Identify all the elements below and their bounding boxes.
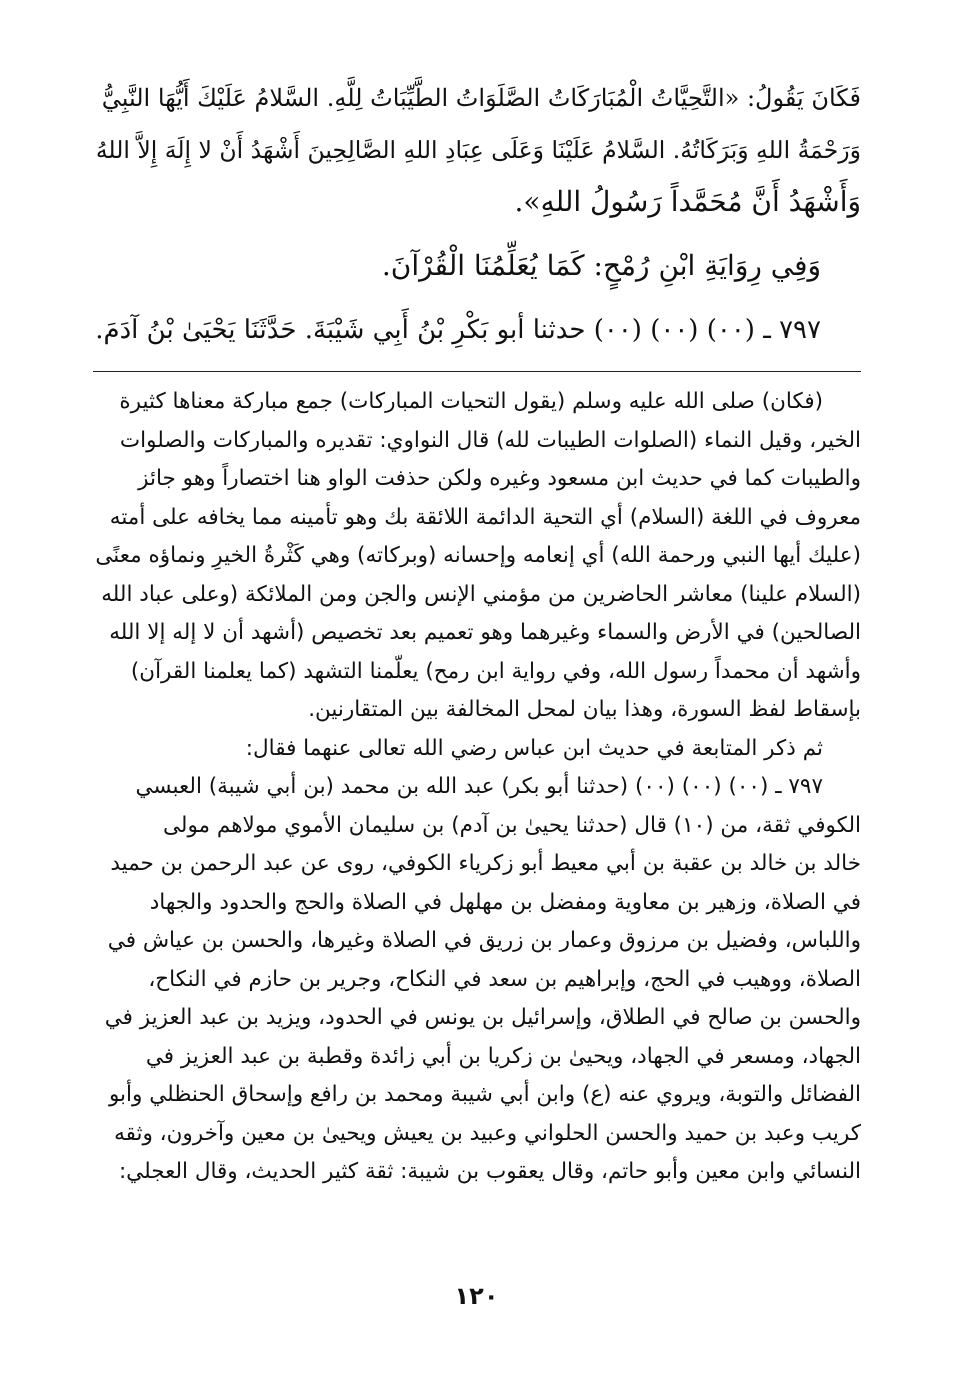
commentary-line: الكوفي ثقة، من (١٠) قال (حدثنا يحيىٰ بن آدم) بن سليمان الأموي مولاهم مولى <box>162 812 861 838</box>
hadith-line: وَرَحْمَةُ اللهِ وَبَرَكَاتُهُ. السَّلامُ عَلَيْنَا وَعَلَى عِبَادِ اللهِ الصَّالِحِينَ أَشْهَدُ أَنْ لا إِلَهَ إِلاَّ اللهُ <box>95 136 861 164</box>
commentary-line: ٧٩٧ ـ (٠٠) (٠٠) (٠٠) (حدثنا أبو بكر) عبد الله بن محمد (بن أبي شيبة) العبسي <box>135 774 823 799</box>
commentary-line: الصلاة، ووهيب في الحج، وإبراهيم بن سعد في النكاح، وجرير بن حازم في النكاح، <box>148 966 861 992</box>
commentary-line: الجهاد، ومسعر في الجهاد، ويحيىٰ بن زكريا بن أبي زائدة وقطبة بن عبد العزيز في <box>145 1043 861 1069</box>
hadith-line: وَفِي رِوَايَةِ ابْنِ رُمْحٍ: كَمَا يُعَلِّمُنَا الْقُرْآنَ. <box>381 249 821 282</box>
hadith-line: ٧٩٧ ـ (٠٠) (٠٠) (٠٠) حدثنا أبو بَكْرِ بْنُ أَبِي شَيْبَةَ. حَدَّثَنَا يَحْيَىٰ بْنُ آدَمَ. <box>95 315 821 345</box>
commentary-line: واللباس، وفضيل بن مرزوق وعمار بن زريق في الصلاة وغيرها، والحسن بن عياش في <box>107 928 861 953</box>
hadith-line: وَأَشْهَدُ أَنَّ مُحَمَّداً رَسُولُ اللهِ». <box>514 185 861 218</box>
commentary-line: والحسن بن صالح في الطلاق، وإسرائيل بن يونس في الحدود، ويزيد بن عبد العزيز في <box>104 1005 861 1030</box>
commentary-line: معروف في اللغة (السلام) أي التحية الدائمة اللائقة بك وهو تأمينه مما يخافه على أمته <box>109 504 861 530</box>
commentary-line: الصالحين) في الأرض والسماء وغيرهما وهو تعميم بعد تخصيص (أشهد أن لا إله إلا الله <box>109 620 861 645</box>
commentary-line: خالد بن خالد بن عقبة بن أبي معيط أبو زكرياء الكوفي، روى عن عبد الرحمن بن حميد <box>110 851 861 876</box>
commentary-line: ثم ذكر المتابعة في حديث ابن عباس رضي الله تعالى عنهما فقال: <box>245 735 823 761</box>
commentary-line: الخير، وقيل النماء (الصلوات الطيبات لله) قال النواوي: تقديره والمباركات والصلوات <box>119 427 861 453</box>
hadith-line: فَكَانَ يَقُولُ: «التَّحِيَّاتُ الْمُبَارَكَاتُ الصَّلَوَاتُ الطَّيِّبَاتُ لِلَّهِ. السَّلامُ عَلَيْكَ أَيُّهَا النَّبِيُّ <box>101 84 861 112</box>
commentary-line: بإسقاط لفظ السورة، وهذا بيان لمحل المخالفة بين المتقارنين. <box>308 697 861 722</box>
commentary-line: الفضائل والتوبة، ويروي عنه (ع) وابن أبي شيبة ومحمد بن رافع وإسحاق الحنظلي وأبو <box>108 1082 861 1107</box>
commentary-line: في الصلاة، وزهير بن معاوية ومفضل بن مهلهل في الصلاة والحج والحدود والجهاد <box>149 889 861 915</box>
commentary-line: (السلام علينا) معاشر الحاضرين من مؤمني الإنس والجن ومن الملائكة (وعلى عباد الله <box>101 581 861 607</box>
commentary-text <box>91 383 861 1192</box>
section-divider <box>93 371 861 372</box>
commentary-line: (عليك أيها النبي ورحمة الله) أي إنعامه وإحسانه (وبركاته) وهي كَثْرةُ الخيرِ ونماؤه معنًى <box>95 543 861 568</box>
commentary-line: النسائي وابن معين وأبو حاتم، وقال يعقوب بن شيبة: ثقة كثير الحديث، وقال العجلي: <box>118 1159 861 1184</box>
commentary-line: والطيبات كما في حديث ابن مسعود وغيره ولكن حذفت الواو هنا اختصاراً وهو جائز <box>138 466 861 491</box>
hadith-text <box>91 72 861 356</box>
commentary-line: (فكان) صلى الله عليه وسلم (يقول التحيات المباركات) جمع مباركة معناها كثيرة <box>119 389 823 414</box>
page-number: ١٢٠ <box>454 1282 499 1310</box>
commentary-line: وأشهد أن محمداً رسول الله، وفي رواية ابن رمح) يعلّمنا التشهد (كما يعلمنا القرآن) <box>130 658 861 684</box>
commentary-line: كريب وعبد بن حميد والحسن الحلواني وعبيد بن يعيش ويحيىٰ بن معين وآخرون، وثقه <box>114 1120 861 1146</box>
